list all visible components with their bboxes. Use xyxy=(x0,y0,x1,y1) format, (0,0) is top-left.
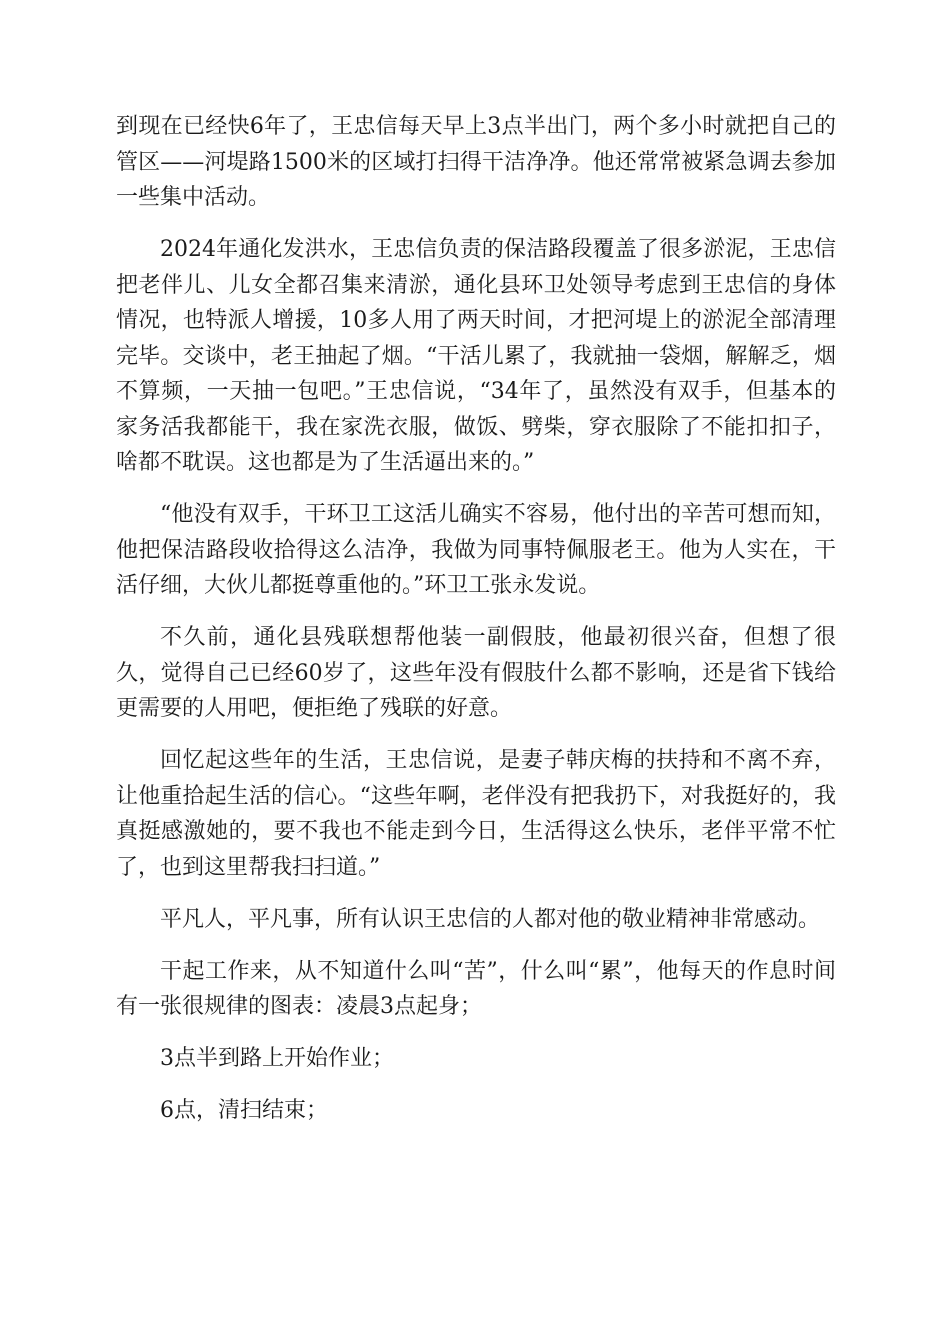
paragraph: 平凡人，平凡事，所有认识王忠信的人都对他的敬业精神非常感动。 xyxy=(160,906,821,932)
paragraph: 3点半到路上开始作业； xyxy=(160,1046,394,1071)
paragraph: 干起工作来，从不知道什么叫“苦”，什么叫“累”，他每天的作息时间有一张很规律的图表：凌晨3点起身； xyxy=(116,958,836,1019)
paragraph: 回忆起这些年的生活，王忠信说，是妻子韩庆梅的扶持和不离不弃，让他重拾起生活的信心。“这些年啊，老伴没有把我扔下，对我挺好的，我真挺感激她的，要不我也不能走到今日，生活得这么快乐，老伴平常不忙了，也到这里帮我扫扫道。” xyxy=(116,748,836,880)
paragraph: 2024年通化发洪水，王忠信负责的保洁路段覆盖了很多淤泥，王忠信把老伴儿、儿女全都召集来清淤，通化县环卫处领导考虑到王忠信的身体情况，也特派人增援，10多人用了两天时间，才把河堤上的淤泥全部清理完毕。交谈中，老王抽起了烟。“干活儿累了，我就抽一袋烟，解解乏，烟不算频，一天抽一包吧。”王忠信说，“34年了，虽然没有双手，但基本的家务活我都能干，我在家洗衣服，做饭、劈柴，穿衣服除了不能扣扣子，啥都不耽误。这也都是为了生活逼出来的。” xyxy=(116,237,836,475)
document-page xyxy=(116,109,836,1145)
paragraph: 到现在已经快6年了，王忠信每天早上3点半出门，两个多小时就把自己的管区——河堤路1500米的区域打扫得干洁净净。他还常常被紧急调去参加一些集中活动。 xyxy=(116,114,836,210)
paragraph: 6点，清扫结束； xyxy=(160,1098,328,1123)
paragraph: “他没有双手，干环卫工这活儿确实不容易，他付出的辛苦可想而知，他把保洁路段收拾得这么洁净，我做为同事特佩服老王。他为人实在，干活仔细，大伙儿都挺尊重他的。”环卫工张永发说。 xyxy=(116,502,836,598)
paragraph: 不久前，通化县残联想帮他装一副假肢，他最初很兴奋，但想了很久，觉得自己已经60岁了，这些年没有假肢什么都不影响，还是省下钱给更需要的人用吧，便拒绝了残联的好意。 xyxy=(116,625,836,721)
